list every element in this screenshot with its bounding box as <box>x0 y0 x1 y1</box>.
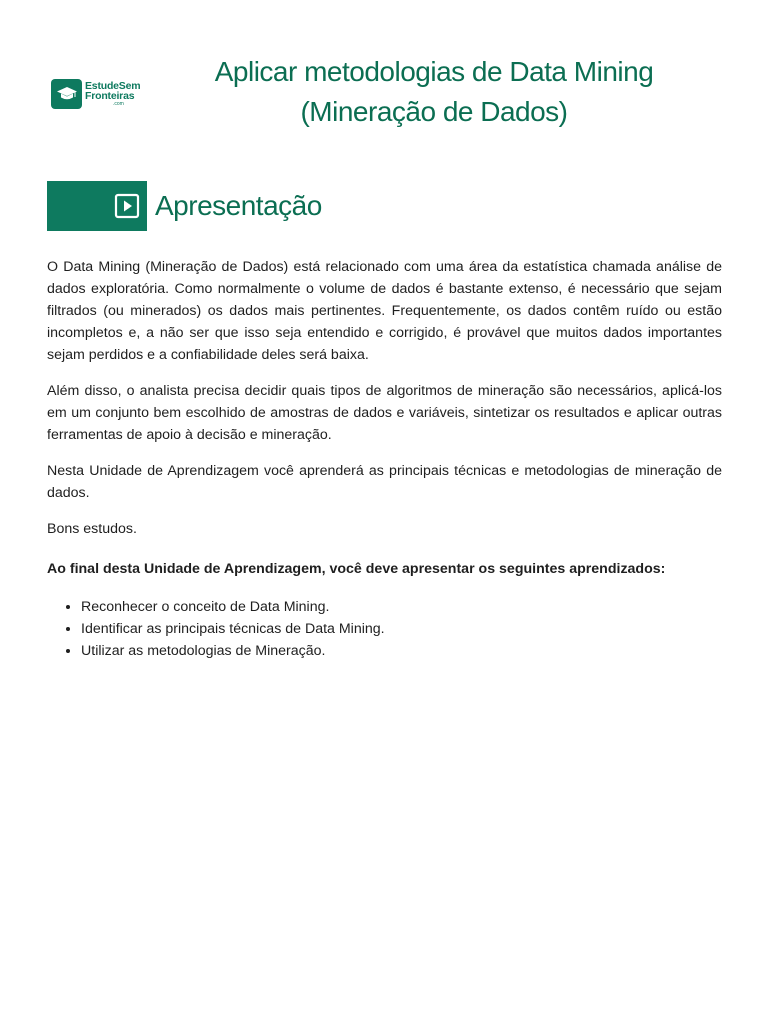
objectives-intro: Ao final desta Unidade de Aprendizagem, você deve apresentar os seguintes aprendizados: <box>47 561 666 577</box>
content-body <box>47 256 722 662</box>
list-item: • Identificar as principais técnicas de Data Mining. <box>81 618 722 640</box>
logo-text-line2: Fronteiras <box>85 90 135 102</box>
paragraph: Bons estudos. <box>47 521 137 537</box>
paragraph: O Data Mining (Mineração de Dados) está relacionado com uma área da estatística chamada análise de dados exploratória. Como normalmente o volume de dados é bastante extenso, é necessário que sejam filtrados (ou minerados) os dados mais pertinentes. Frequentemente, os dados contêm ruído ou estão incompletos e, a não ser que isso seja entendido e corrigido, é provável que muitos dados importantes sejam perdidos e a confiabilidade deles será baixa. <box>47 259 722 363</box>
logo-text-line1: EstudeSem <box>85 80 141 92</box>
logo <box>51 79 140 109</box>
objectives-list <box>47 596 722 662</box>
section-title: Apresentação <box>155 190 322 221</box>
paragraph: Além disso, o analista precisa decidir quais tipos de algoritmos de mineração são necessários, aplicá-los em um conjunto bem escolhido de amostras de dados e variáveis, sintetizar os resultados e aplicar outras ferramentas de apoio à decisão e mineração. <box>47 383 722 443</box>
page-title-line2: (Mineração de Dados) <box>300 96 568 127</box>
section-header <box>47 181 322 231</box>
page-title <box>140 52 728 132</box>
list-item: • Reconhecer o conceito de Data Mining. <box>81 596 722 618</box>
logo-text-domain: .com <box>113 101 124 107</box>
section-bar <box>47 181 147 231</box>
paragraph: Nesta Unidade de Aprendizagem você aprenderá as principais técnicas e metodologias de mineração de dados. <box>47 463 722 501</box>
graduation-cap-icon <box>51 79 82 109</box>
page-title-line1: Aplicar metodologias de Data Mining <box>214 56 654 87</box>
play-square-icon <box>114 193 140 219</box>
list-item: • Utilizar as metodologias de Mineração. <box>81 640 722 662</box>
